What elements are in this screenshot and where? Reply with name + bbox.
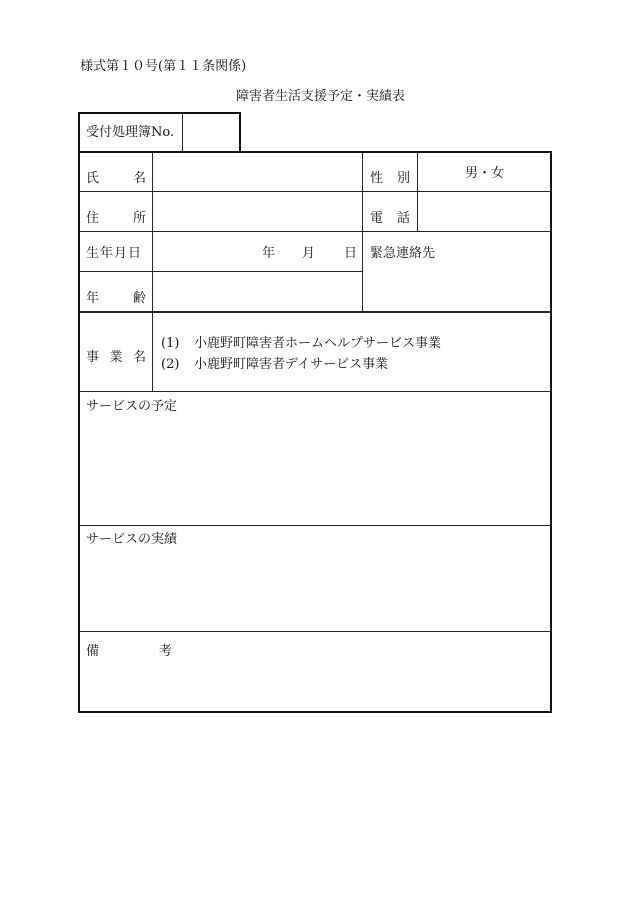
row-line [80, 191, 551, 192]
sex-label: 性 別 [370, 171, 410, 186]
birth-year-unit: 年 [262, 246, 276, 261]
emergency-contact-label: 緊急連絡先 [370, 246, 436, 261]
address-label: 住 所 [86, 211, 146, 226]
row-line [80, 271, 363, 272]
middle-column-line [362, 153, 363, 311]
birth-day-unit: 日 [344, 246, 358, 261]
row-line [80, 311, 551, 313]
main-form [78, 151, 552, 713]
phone-label: 電 話 [370, 211, 410, 226]
receipt-divider [182, 114, 183, 152]
row-line [80, 631, 551, 632]
form-number: 様式第１０号(第１１条関係) [80, 59, 247, 74]
business-item-number: (2) [161, 357, 180, 372]
page-title: 障害者生活支援予定・実績表 [236, 89, 406, 104]
birth-month-unit: 月 [302, 246, 316, 261]
birth-date-label: 生年月日 [86, 246, 143, 261]
name-label: 氏 名 [86, 171, 146, 186]
age-label: 年 齢 [86, 291, 146, 306]
service-plan-label: サービスの予定 [86, 399, 178, 414]
business-label: 事 業 名 [86, 350, 146, 365]
remarks-label: 備 考 [86, 644, 172, 659]
row-line [80, 391, 551, 392]
receipt-label: 受付処理簿No. [86, 125, 175, 140]
right-label-column-line [417, 153, 418, 231]
business-item-number: (1) [161, 336, 180, 351]
row-line [80, 525, 551, 526]
sex-options[interactable]: 男・女 [465, 166, 505, 181]
business-item: 小鹿野町障害者ホームヘルプサービス事業 [194, 336, 442, 351]
business-item: 小鹿野町障害者デイサービス事業 [194, 357, 389, 372]
label-column-line [152, 153, 153, 391]
row-line [80, 231, 551, 232]
service-result-label: サービスの実績 [86, 532, 178, 547]
